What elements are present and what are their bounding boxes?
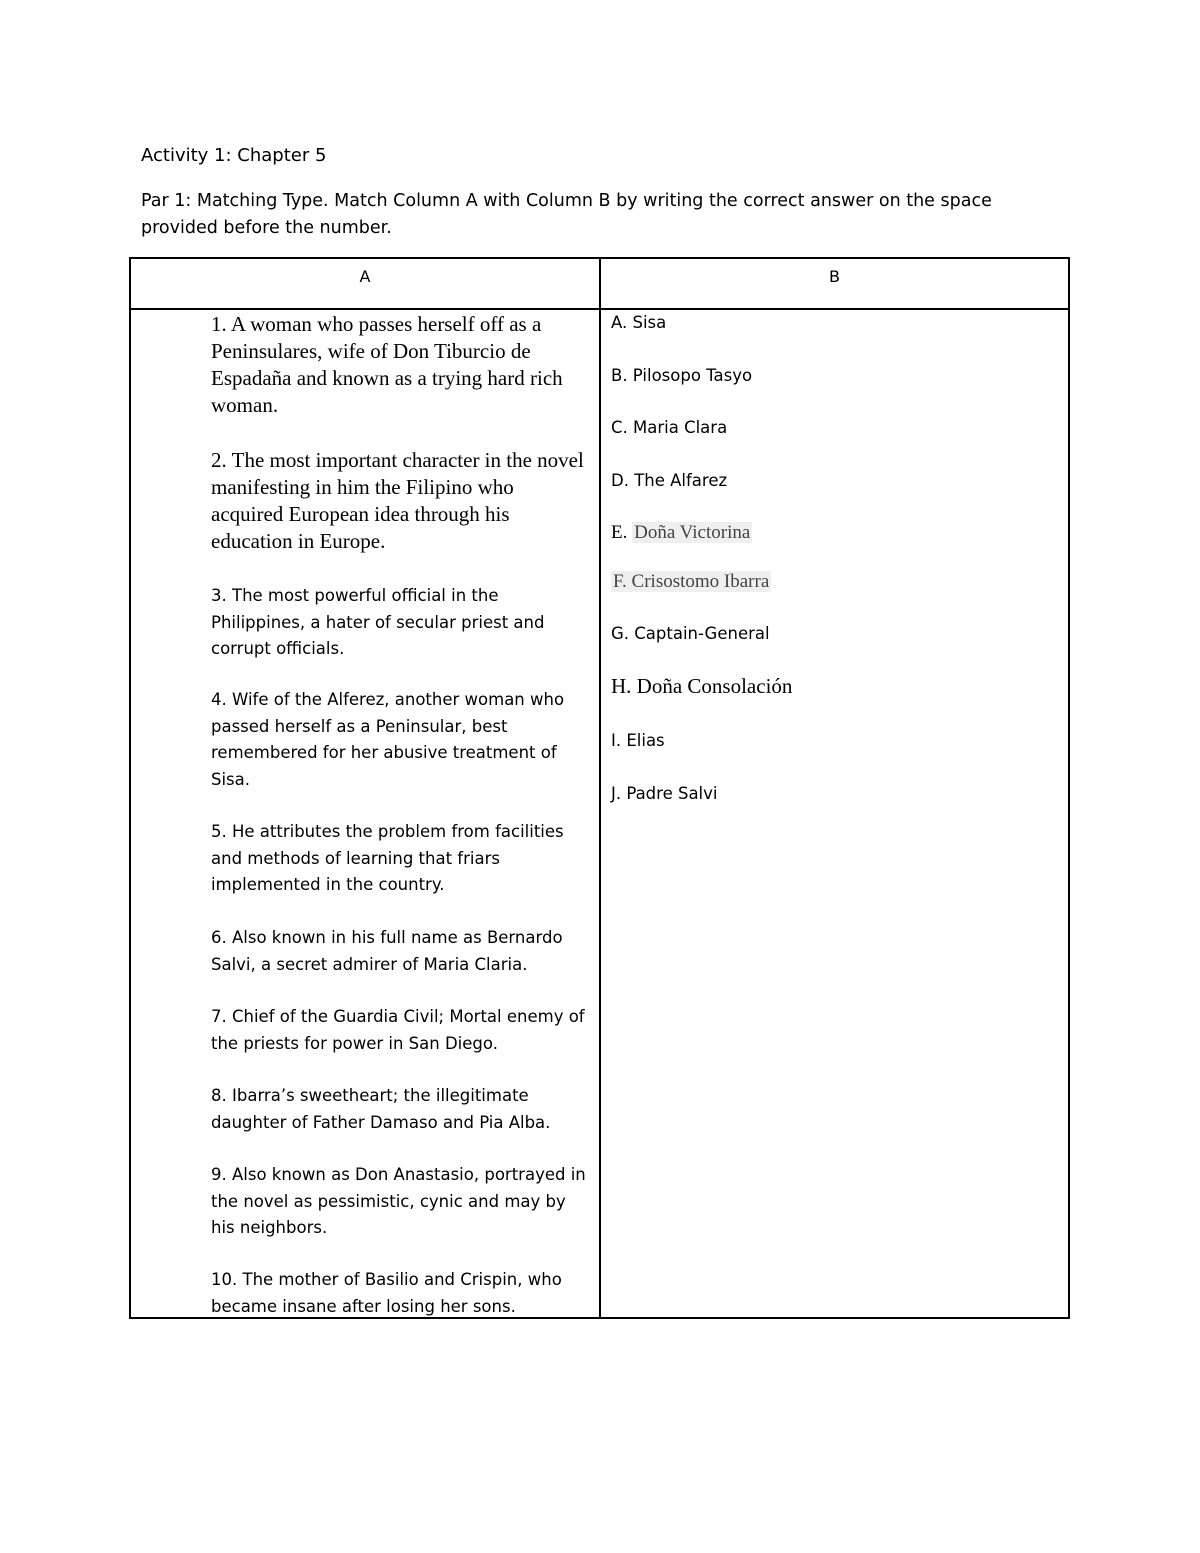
column-divider: [599, 259, 601, 1317]
column-b-choice: [611, 674, 792, 698]
column-a-item: 5. He attributes the problem from facilities and methods of learning that friars implemented in the country.: [211, 822, 564, 894]
instructions: Par 1: Matching Type. Match Column A with Column B by writing the correct answer on the space provided before the number.: [141, 191, 992, 238]
column-a-item: 10. The mother of Basilio and Crispin, who became insane after losing her sons.: [211, 1270, 562, 1316]
column-a-item: 7. Chief of the Guardia Civil; Mortal enemy of the priests for power in San Diego.: [211, 1007, 585, 1053]
highlighted-name: Doña Victorina: [634, 522, 751, 543]
column-b-choice: J. Padre Salvi: [611, 784, 718, 803]
highlighted-name: F. Crisostomo Ibarra: [613, 571, 770, 592]
choice-letter: E.: [611, 522, 628, 543]
header-divider: [131, 308, 1068, 310]
column-a-item: 8. Ibarra’s sweetheart; the illegitimate daughter of Father Damaso and Pia Alba.: [211, 1086, 551, 1132]
column-a-item: 4. Wife of the Alferez, another woman who passed herself as a Peninsular, best remembered for her abusive treatment of Sisa.: [211, 690, 565, 789]
column-a-item: 2. The most important character in the novel manifesting in him the Filipino who acquired European idea through his education in Europe.: [211, 448, 584, 553]
page-title: Activity 1: Chapter 5: [141, 145, 327, 166]
column-a-item: 9. Also known as Don Anastasio, portrayed in the novel as pessimistic, cynic and may by his neighbors.: [211, 1165, 586, 1237]
column-b-choice: [611, 521, 752, 545]
column-b-choice: I. Elias: [611, 731, 665, 750]
choice-name: Doña Consolación: [636, 674, 793, 698]
column-b-choice: A. Sisa: [611, 313, 667, 332]
column-b-choice: [611, 570, 771, 594]
choice-letter: H.: [611, 674, 632, 698]
column-b-choice: D. The Alfarez: [611, 471, 728, 490]
column-b-choice: G. Captain-General: [611, 624, 770, 643]
column-a-item: 3. The most powerful official in the Philippines, a hater of secular priest and corrupt officials.: [211, 586, 545, 658]
matching-table: [129, 257, 1070, 1319]
column-b-header: B: [829, 267, 840, 286]
column-a-header: A: [359, 267, 371, 286]
column-a-item: 6. Also known in his full name as Bernardo Salvi, a secret admirer of Maria Claria.: [211, 928, 563, 974]
column-a-item: 1. A woman who passes herself off as a Peninsulares, wife of Don Tiburcio de Espadaña and known as a trying hard rich woman.: [211, 312, 563, 417]
column-b-choice: B. Pilosopo Tasyo: [611, 366, 753, 385]
column-b-choice: C. Maria Clara: [611, 418, 728, 437]
